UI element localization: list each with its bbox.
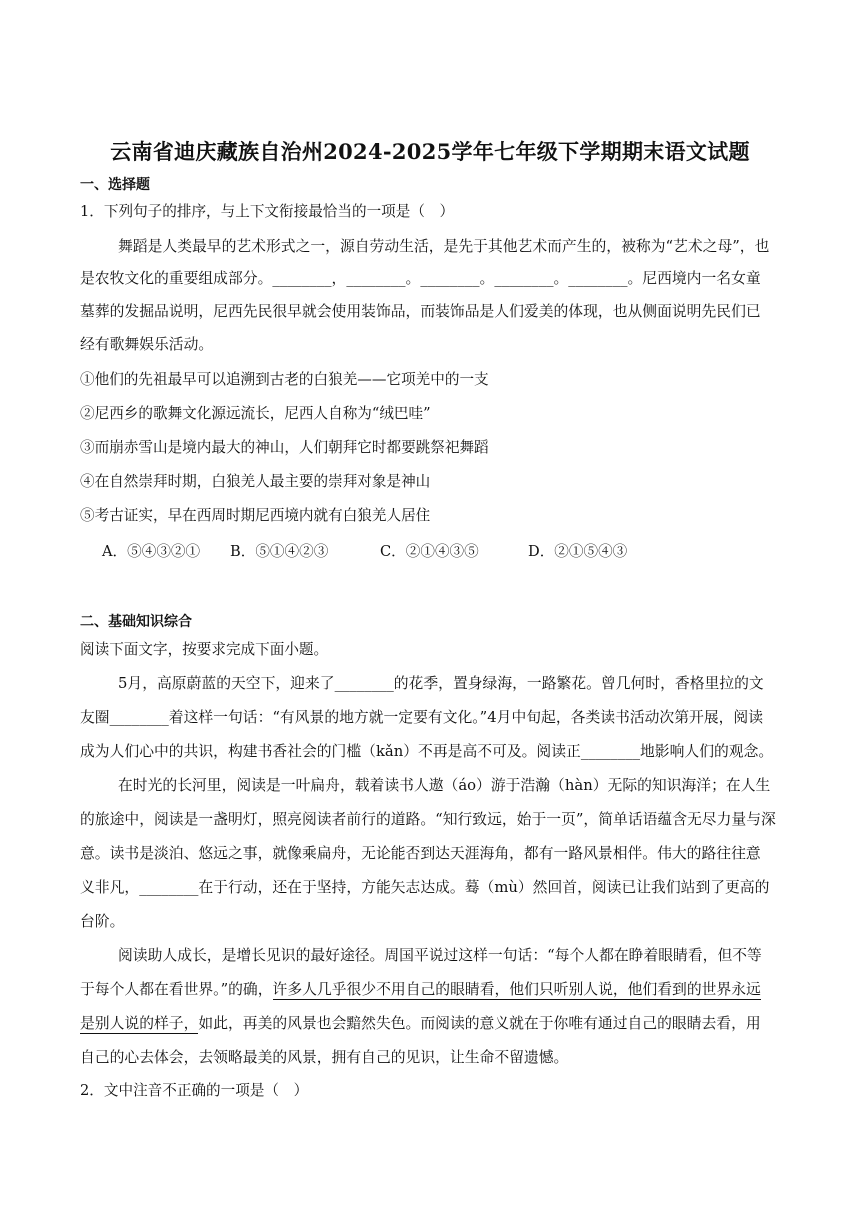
passage-line: 舞蹈是人类最早的艺术形式之一，源自劳动生活，是先于其他艺术而产生的，被称为“艺术之母”，也 [118, 238, 770, 255]
question-1-stem: 1．下列句子的排序，与上下文衔接最恰当的一项是（ ） [80, 203, 455, 220]
option-d[interactable]: D．②①⑤④③ [528, 543, 628, 560]
passage-line: 经有歌舞娱乐活动。 [80, 336, 214, 353]
underlined-sentence: 许多人几乎很少不用自己的眼睛看，他们只听别人说，他们看到的世界永远 [272, 981, 761, 998]
passage-line: 自己的心去体会，去领略最美的风景，拥有自己的见识，让生命不留遗憾。 [80, 1049, 569, 1066]
passage-line [80, 980, 761, 1000]
passage-line: 的旅途中，阅读是一盏明灯，照亮阅读者前行的道路。“知行致远，始于一页”，简单话语蕴含无尽力量与深 [80, 811, 776, 828]
passage-text: 如此，再美的风景也会黯然失色。而阅读的意义就在于你唯有通过自己的眼睛去看，用 [198, 1015, 761, 1032]
reading-instruction: 阅读下面文字，按要求完成下面小题。 [80, 641, 329, 658]
passage-line: 5月，高原蔚蓝的天空下，迎来了________的花季，置身绿海，一路繁花。曾几何时，香格里拉的文 [118, 675, 764, 692]
section-heading-knowledge: 二、基础知识综合 [80, 614, 192, 630]
option-b[interactable]: B．⑤①④②③ [230, 543, 329, 560]
sentence-item: ②尼西乡的歌舞文化源远流长，尼西人自称为“绒巴哇” [80, 405, 431, 422]
underlined-sentence: 是别人说的样子， [80, 1015, 199, 1032]
question-2-stem: 2．文中注音不正确的一项是（ ） [80, 1082, 309, 1099]
sentence-item: ④在自然崇拜时期，白狼羌人最主要的崇拜对象是神山 [80, 473, 431, 490]
passage-line: 在时光的长河里，阅读是一叶扁舟，载着读书人遨（áo）游于浩瀚（hàn）无际的知识海洋；在人生 [118, 777, 771, 794]
passage-line: 义非凡，________在于行动，还在于坚持，方能矢志达成。蓦（mù）然回首，阅读已让我们站到了更高的 [80, 879, 770, 896]
passage-line: 成为人们心中的共识，构建书香社会的门槛（kǎn）不再是高不可及。阅读正________地影响人们的观念。 [80, 743, 774, 760]
sentence-item: ③而崩赤雪山是境内最大的神山，人们朝拜它时都要跳祭祀舞蹈 [80, 439, 489, 456]
passage-line: 墓葬的发掘品说明，尼西先民很早就会使用装饰品，而装饰品是人们爱美的体现，也从侧面说明先民们已 [80, 303, 761, 320]
passage-line: 是农牧文化的重要组成部分。________，________。________。________。________。尼西境内一名女童 [80, 270, 761, 287]
passage-line: 台阶。 [80, 913, 125, 930]
section-heading-choice: 一、选择题 [80, 177, 150, 193]
passage-text: 于每个人都在看世界。”的确， [80, 981, 273, 998]
sentence-item: ①他们的先祖最早可以追溯到古老的白狼羌——它项羌中的一支 [80, 371, 489, 388]
page-title: 云南省迪庆藏族自治州2024-2025学年七年级下学期期末语文试题 [110, 139, 750, 164]
sentence-item: ⑤考古证实，早在西周时期尼西境内就有白狼羌人居住 [80, 507, 431, 524]
passage-line: 友圈________着这样一句话：“有风景的地方就一定要有文化。”4月中旬起，各类读书活动次第开展，阅读 [80, 709, 764, 726]
passage-line: 阅读助人成长，是增长见识的最好途径。周国平说过这样一句话：“每个人都在睁着眼睛看，但不等 [118, 947, 762, 964]
passage-line: 意。读书是淡泊、悠远之事，就像乘扁舟，无论能否到达天涯海角，都有一路风景相伴。伟大的路往往意 [80, 845, 761, 862]
passage-line [80, 1014, 761, 1034]
option-a[interactable]: A．⑤④③②① [102, 543, 201, 560]
option-c[interactable]: C．②①④③⑤ [380, 543, 479, 560]
